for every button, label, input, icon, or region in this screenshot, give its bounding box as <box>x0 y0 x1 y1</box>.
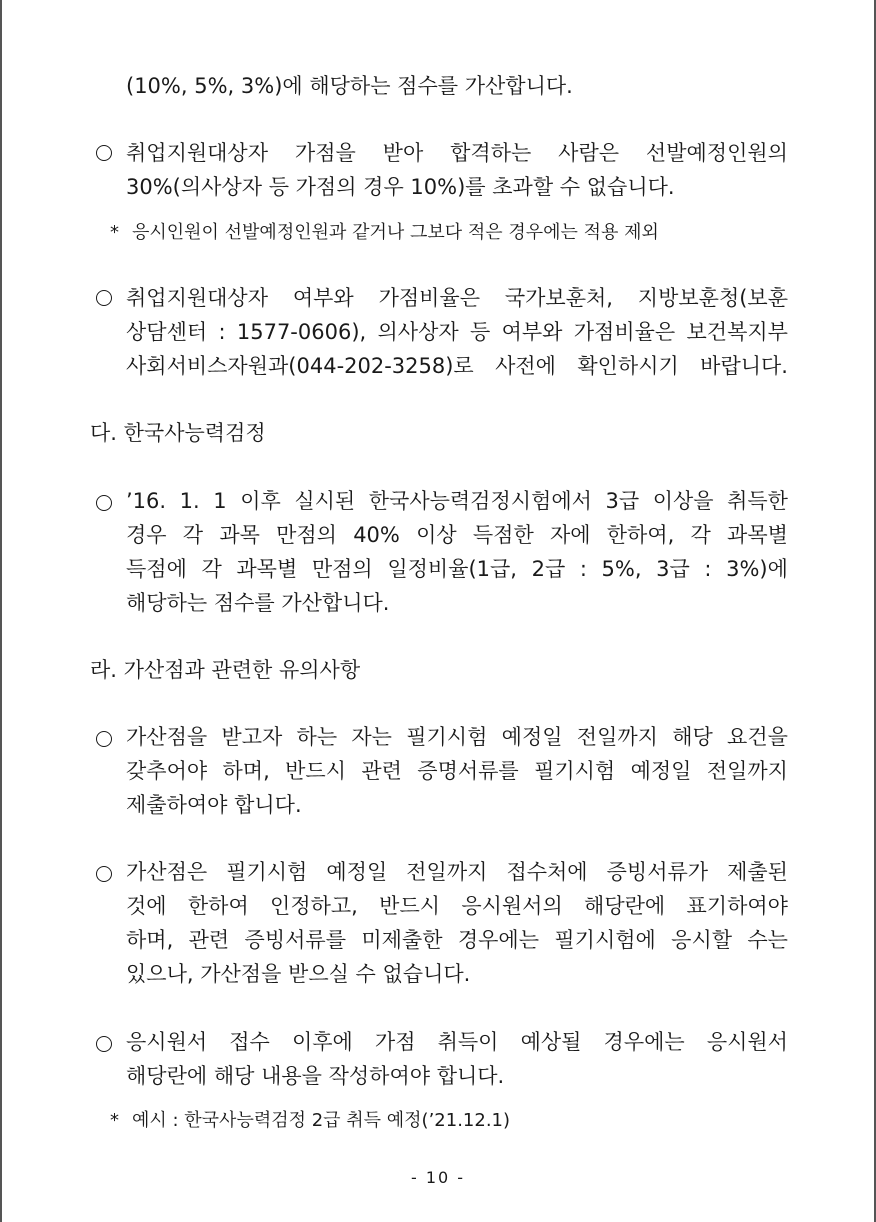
word: 응시원서 <box>706 1030 788 1054</box>
word: 응시원서 <box>126 1030 208 1054</box>
bullet3-line4: 해당하는 점수를 가산합니다. <box>126 591 390 615</box>
word: 1577-0606), <box>236 320 367 344</box>
word: 받고자 <box>221 725 283 749</box>
word: 미제출한 <box>361 928 443 952</box>
word: 예정일 <box>326 860 388 884</box>
word: 필기시험 <box>406 725 488 749</box>
asterisk-icon: * <box>110 1110 119 1131</box>
word: 이후에 <box>291 1030 353 1054</box>
bullet-circle-icon <box>96 866 112 882</box>
word: 이상을 <box>652 489 714 513</box>
word: 갖추어야 <box>126 759 208 783</box>
word: 바랍니다. <box>700 354 788 378</box>
word: 반드시 <box>285 759 346 783</box>
word: 여부와 <box>292 286 354 310</box>
word: 국가보훈처, <box>504 286 613 310</box>
word: 이상 <box>416 523 457 547</box>
section-heading-da: 다. 한국사능력검정 <box>90 421 266 445</box>
word: 의사상자 <box>377 320 459 344</box>
intro-line: (10%, 5%, 3%)에 해당하는 점수를 가산합니다. <box>126 74 573 98</box>
word: 자에 <box>549 523 591 547</box>
word: 접수처에 <box>506 860 588 884</box>
word: 필기시험에 <box>554 928 656 952</box>
word: 필기시험 <box>534 759 616 783</box>
word: 가산점은 <box>126 860 208 884</box>
word: 제출된 <box>727 860 788 884</box>
word: 가점비율은 <box>378 286 480 310</box>
word: 3%)에 <box>726 557 788 581</box>
note-2 <box>110 1108 510 1134</box>
word: 실시된 <box>294 489 356 513</box>
bullet-circle-icon <box>96 1036 112 1052</box>
page-edge-left <box>0 0 2 1222</box>
bullet4-line2 <box>126 756 788 786</box>
word: 자는 <box>351 725 392 749</box>
bullet1-line2: 30%(의사상자 등 가점의 경우 10%)를 초과할 수 없습니다. <box>126 175 675 199</box>
word: 전일까지 <box>406 860 488 884</box>
word: 수는 <box>747 928 788 952</box>
word: 해당 <box>672 725 713 749</box>
word: 반드시 <box>379 894 441 918</box>
word: 경우 <box>126 523 167 547</box>
word: 취업지원대상자 <box>126 141 269 165</box>
word: 3급 <box>656 557 690 581</box>
word: 합격하는 <box>450 141 532 165</box>
word: 증빙서류가 <box>606 860 709 884</box>
word: 응시원서의 <box>461 894 563 918</box>
bullet5-line3 <box>126 925 788 955</box>
word: 여부와 <box>501 320 563 344</box>
word: 가점 <box>374 1030 416 1054</box>
note-1-text: 응시인원이 선발예정인원과 같거나 그보다 적은 경우에는 적용 제외 <box>132 222 659 243</box>
word: : <box>218 320 226 344</box>
bullet1-line1 <box>126 138 788 168</box>
word: 관련 <box>188 928 230 952</box>
section-heading-ra: 라. 가산점과 관련한 유의사항 <box>90 658 361 682</box>
bullet5-line2 <box>126 891 788 921</box>
word: 경우에는 <box>603 1030 685 1054</box>
bullet-circle-icon <box>96 495 112 511</box>
word: 증명서류를 <box>417 759 519 783</box>
word: 예정일 <box>630 759 692 783</box>
word: 사회서비스자원과(044-202-3258)로 <box>126 354 474 378</box>
word: 상담센터 <box>126 320 208 344</box>
word: 사전에 <box>495 354 556 378</box>
word: 사람은 <box>558 141 620 165</box>
bullet3-line3 <box>126 554 788 584</box>
word: 표기하여야 <box>686 894 788 918</box>
bullet-circle-icon <box>96 145 112 161</box>
bullet2-line1 <box>126 283 788 313</box>
word: 득점한 <box>472 523 534 547</box>
word: 받아 <box>382 141 424 165</box>
word: 각 <box>690 523 711 547</box>
word: 응시할 <box>671 928 733 952</box>
word: 한국사능력검정시험에서 <box>368 489 592 513</box>
word: ’16. <box>126 489 167 513</box>
word: 접수 <box>229 1030 270 1054</box>
word: 만점의 <box>276 523 337 547</box>
word: 각 <box>182 523 204 547</box>
word: 지방보훈청(보훈 <box>637 286 788 310</box>
bullet5-line4: 있으나, 가산점을 받으실 수 없습니다. <box>126 962 471 986</box>
bullet6-line1 <box>126 1027 788 1057</box>
word: 만점의 <box>311 557 373 581</box>
word: 취득한 <box>727 489 788 513</box>
word: 1. <box>179 489 200 513</box>
word: 3급 <box>605 489 640 513</box>
word: 과목별 <box>236 557 298 581</box>
word: 5%, <box>601 557 642 581</box>
bullet3-line1 <box>126 486 788 516</box>
word: 예정일 <box>501 725 563 749</box>
word: 40% <box>353 523 400 547</box>
word: 과목 <box>219 523 260 547</box>
word: 1 <box>213 489 227 513</box>
bullet4-line1 <box>126 722 788 752</box>
word: 가점을 <box>294 141 356 165</box>
word: 보건복지부 <box>686 320 788 344</box>
word: 전일까지 <box>706 759 788 783</box>
word: 확인하시기 <box>577 354 679 378</box>
bullet-circle-icon <box>96 290 112 306</box>
note-1 <box>110 220 659 246</box>
word: 해당란에 <box>584 894 666 918</box>
word: 등 <box>469 320 491 344</box>
bullet-circle-icon <box>96 731 112 747</box>
bullet5-line1 <box>126 857 788 887</box>
word: 가점비율은 <box>573 320 676 344</box>
word: 하며, <box>222 759 270 783</box>
word: 증빙서류를 <box>244 928 346 952</box>
word: : <box>579 557 587 581</box>
word: 일정비율(1급, <box>387 557 517 581</box>
word: 한하여, <box>606 523 675 547</box>
asterisk-icon: * <box>110 222 119 243</box>
word: 선발예정인원의 <box>645 141 788 165</box>
word: 취업지원대상자 <box>126 286 269 310</box>
bullet6-line2: 해당란에 해당 내용을 작성하여야 합니다. <box>126 1064 505 1088</box>
word: : <box>704 557 712 581</box>
bullet4-line3: 제출하여야 합니다. <box>126 793 302 817</box>
word: 취득이 <box>437 1030 499 1054</box>
bullet2-line2 <box>126 317 788 347</box>
word: 경우에는 <box>457 928 540 952</box>
word: 득점에 <box>126 557 187 581</box>
word: 과목별 <box>727 523 788 547</box>
word: 전일까지 <box>576 725 658 749</box>
bullet2-line3 <box>126 351 788 381</box>
word: 2급 <box>531 557 566 581</box>
word: 요건을 <box>727 725 788 749</box>
word: 예상될 <box>520 1030 582 1054</box>
word: 한하여 <box>187 894 249 918</box>
note-2-text: 예시 : 한국사능력검정 2급 취득 예정(’21.12.1) <box>132 1110 511 1131</box>
word: 것에 <box>126 894 167 918</box>
word: 각 <box>201 557 222 581</box>
page-number: - 10 - <box>410 1168 466 1187</box>
word: 필기시험 <box>226 860 308 884</box>
word: 하며, <box>126 928 174 952</box>
word: 인정하고, <box>270 894 358 918</box>
word: 가산점을 <box>126 725 208 749</box>
bullet3-line2 <box>126 520 788 550</box>
word: 관련 <box>361 759 402 783</box>
word: 하는 <box>296 725 338 749</box>
word: 이후 <box>240 489 281 513</box>
